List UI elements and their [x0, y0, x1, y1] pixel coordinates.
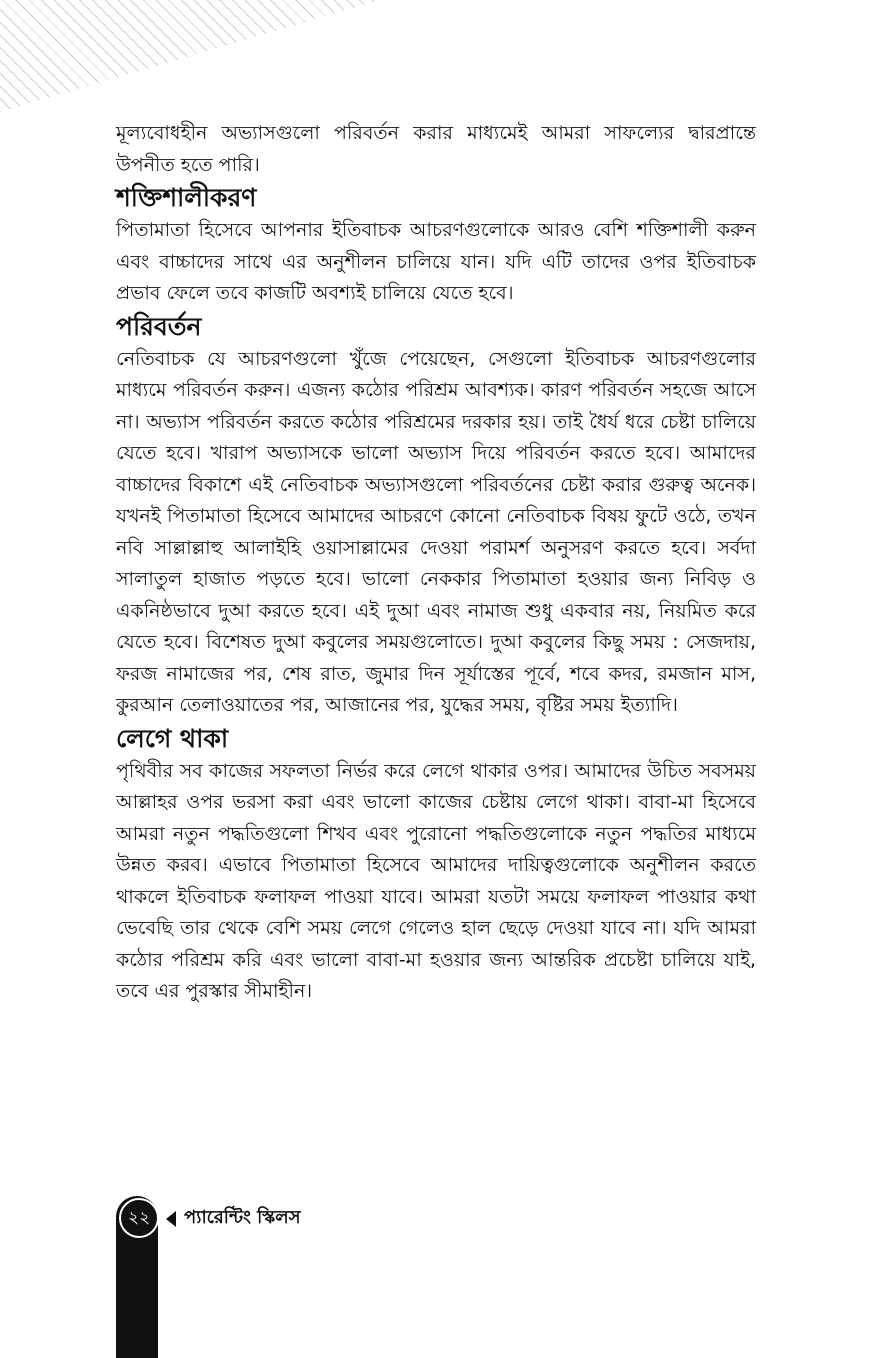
section-body-strengthening: পিতামাতা হিসেবে আপনার ইতিবাচক আচরণগুলোকে আরও বেশি শক্তিশালী করুন এবং বাচ্চাদের সাথে এর অনুশীলন চালিয়ে যান। যদি এটি তাদের ওপর ইতিবাচক প্রভাব ফেলে তবে কাজটি অবশ্যই চালিয়ে যেতে হবে।	[116, 219, 756, 304]
section-heading-strengthening: শক্তিশালীকরণ	[116, 183, 257, 212]
intro-paragraph: মূল্যবোধহীন অভ্যাসগুলো পরিবর্তন করার মাধ্যমেই আমরা সাফল্যের দ্বারপ্রান্তে উপনীত হতে পারি।	[116, 122, 756, 176]
section-heading-persistence: লেগে থাকা	[116, 723, 229, 753]
page-number: ২২	[119, 1198, 159, 1238]
section-body-persistence: পৃথিবীর সব কাজের সফলতা নির্ভর করে লেগে থাকার ওপর। আমাদের উচিত সবসময় আল্লাহর ওপর ভরসা করা এবং ভালো কাজের চেষ্টায় লেগে থাকা। বাবা-মা হিসেবে আমরা নতুন পদ্ধতিগুলো শিখব এবং পুরোনো পদ্ধতিগুলোকে নতুন পদ্ধতির মাধ্যমে উন্নত করব। এভাবে পিতামাতা হিসেবে আমাদের দায়িত্বগুলোকে অনুশীলন করতে থাকলে ইতিবাচক ফলাফল পাওয়া যাবে। আমরা যতটা সময়ে ফলাফল পাওয়ার কথা ভেবেছি তার থেকে বেশি সময় লেগে গেলেও হাল ছেড়ে দেওয়া যাবে না। যদি আমরা কঠোর পরিশ্রম করি এবং ভালো বাবা-মা হওয়ার জন্য আন্তরিক প্রচেষ্টা চালিয়ে যাই, তবে এর পুরস্কার সীমাহীন।	[116, 759, 756, 1002]
book-title: প্যারেন্টিং স্কিলস	[184, 1207, 301, 1228]
decorative-hatch-pattern	[0, 0, 380, 112]
triangle-left-icon	[166, 1211, 176, 1227]
section-heading-change: পরিবর্তন	[116, 311, 202, 341]
running-footer	[166, 1203, 301, 1234]
section-body-change: নেতিবাচক যে আচরণগুলো খুঁজে পেয়েছেন, সেগুলো ইতিবাচক আচরণগুলোর মাধ্যমে পরিবর্তন করুন। এজন্য কঠোর পরিশ্রম আবশ্যক। কারণ পরিবর্তন সহজে আসে না। অভ্যাস পরিবর্তন করতে কঠোর পরিশ্রমের দরকার হয়। তাই ধৈর্য ধরে চেষ্টা চালিয়ে যেতে হবে। খারাপ অভ্যাসকে ভালো অভ্যাস দিয়ে পরিবর্তন করতে হবে। আমাদের বাচ্চাদের বিকাশে এই নেতিবাচক অভ্যাসগুলো পরিবর্তনের চেষ্টা করার গুরুত্ব অনেক। যখনই পিতামাতা হিসেবে আমাদের আচরণে কোনো নেতিবাচক বিষয় ফুটে ওঠে, তখন নবি সাল্লাল্লাহু আলাইহি ওয়াসাল্লামের দেওয়া পরামর্শ অনুসরণ করতে হবে। সর্বদা সালাতুল হাজাত পড়তে হবে। ভালো নেককার পিতামাতা হওয়ার জন্য নিবিড় ও একনিষ্ঠভাবে দুআ করতে হবে। এই দুআ এবং নামাজ শুধু একবার নয়, নিয়মিত করে যেতে হবে। বিশেষত দুআ কবুলের সময়গুলোতে। দুআ কবুলের কিছু সময় : সেজদায়, ফরজ নামাজের পর, শেষ রাত, জুমার দিন সূর্যাস্তের পূর্বে, শবে কদর, রমজান মাস, কুরআন তেলাওয়াতের পর, আজানের পর, যুদ্ধের সময়, বৃষ্টির সময় ইত্যাদি।	[116, 347, 756, 716]
page-content	[116, 118, 756, 1008]
